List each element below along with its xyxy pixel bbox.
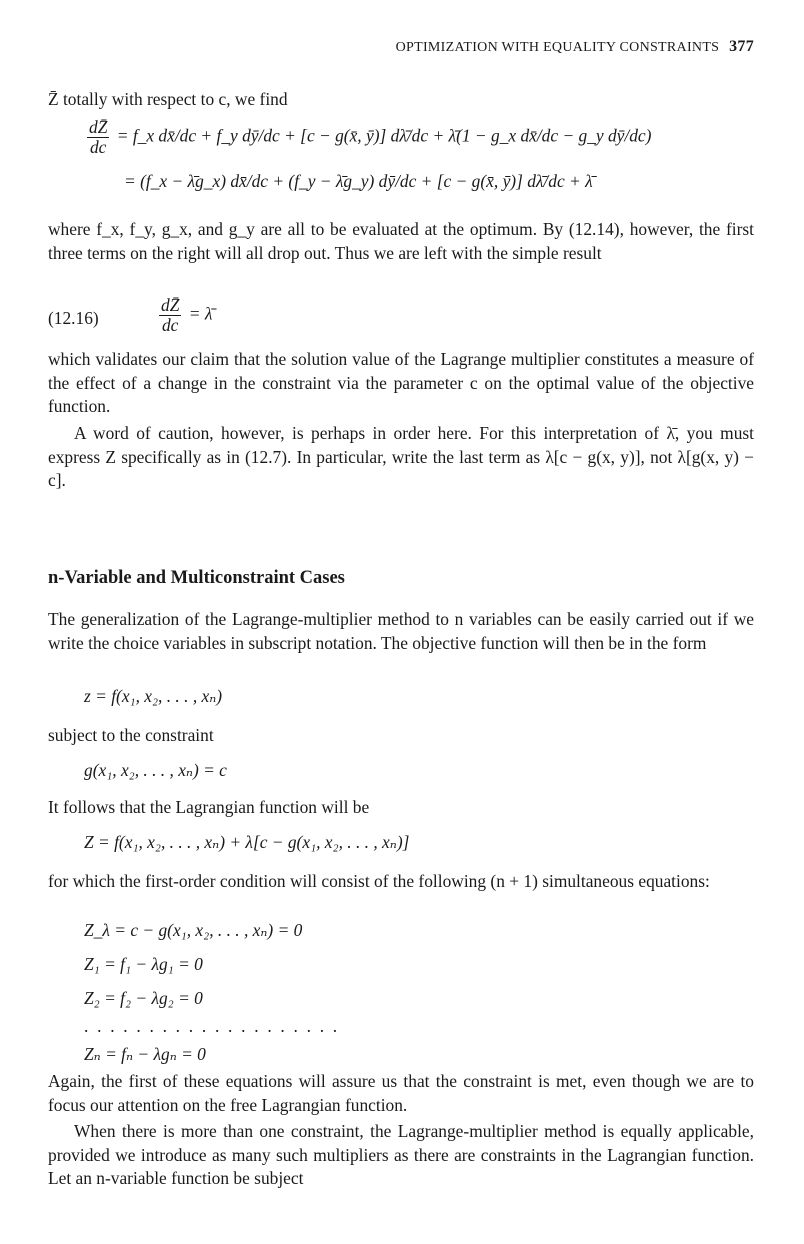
- paragraph-again: Again, the first of these equations will assure us that the constraint is met, even though we are to focus our attention on the free Lagrangian function.: [48, 1071, 754, 1115]
- equation-body: = (f_x − λ̄g_x) dx̄/dc + (f_y − λ̄g_y) dȳ/dc + [c − g(x̄, ȳ)] dλ̄/dc + λ̄: [124, 171, 593, 191]
- paragraph-validation: which validates our claim that the solution value of the Lagrange multiplier constitutes a measure of the effect of a change in the constraint via the parameter c on the optimal value of the objective function.: [48, 349, 754, 416]
- equation-dZdc-line-1: [84, 118, 651, 157]
- foc-equation-n: Zₙ = fₙ − λgₙ = 0: [84, 1044, 206, 1064]
- fraction-dZdc: $\frac{dZ̄}{dc}$: [161, 295, 180, 335]
- equation-number: (12.16): [48, 308, 99, 328]
- running-header: [48, 38, 754, 56]
- paragraph-generalization: The generalization of the Lagrange-multiplier method to n variables can be easily carried out if we write the choice variables in subscript notation. The objective function will then be in the form: [48, 609, 754, 653]
- foc-ellipsis-row: . . . . . . . . . . . . . . . . . . . .: [84, 1016, 340, 1036]
- section-heading: n-Variable and Multiconstraint Cases: [48, 568, 345, 588]
- foc-equation-2: Z₂ = f₂ − λg₂ = 0: [84, 988, 203, 1008]
- equation-rhs: = λ̄: [188, 303, 213, 324]
- paragraph-first-order: for which the first-order condition will consist of the following (n + 1) simultaneous equations:: [48, 871, 710, 891]
- paragraph-subject-to: subject to the constraint: [48, 725, 214, 745]
- equation-lagrangian: Z = f(x₁, x₂, . . . , xₙ) + λ[c − g(x₁, x₂, . . . , xₙ)]: [84, 832, 410, 852]
- paragraph-lagrangian-intro: It follows that the Lagrangian function will be: [48, 797, 370, 817]
- page-number: 377: [729, 38, 754, 55]
- foc-equation-1: Z₁ = f₁ − λg₁ = 0: [84, 954, 203, 974]
- running-title: OPTIMIZATION WITH EQUALITY CONSTRAINTS: [395, 40, 720, 55]
- equation-constraint: g(x₁, x₂, . . . , xₙ) = c: [84, 760, 227, 780]
- equation-body: = f_x dx̄/dc + f_y dȳ/dc + [c − g(x̄, ȳ)] dλ̄/dc + λ̄(1 − g_x dx̄/dc − g_y dȳ/dc): [116, 125, 652, 146]
- equation-objective: z = f(x₁, x₂, . . . , xₙ): [84, 686, 223, 706]
- fraction-lhs: $\frac{dZ̄}{dc}$: [89, 117, 108, 157]
- paragraph-evaluated-at-optimum: where f_x, f_y, g_x, and g_y are all to be evaluated at the optimum. By (12.14), however, the first three terms on the right will all drop out. Thus we are left with the simple result: [48, 219, 754, 263]
- equation-dZdc-line-2: [124, 170, 593, 193]
- paragraph-caution: A word of caution, however, is perhaps in order here. For this interpretation of λ̄, you must express Z specifically as in (12.7). In particular, write the last term as λ[c − g(x, y)], not λ[g(x, y) − c].: [48, 423, 754, 490]
- equation-12-16: [156, 296, 212, 335]
- paragraph-intro: Z̄ totally with respect to c, we find: [48, 89, 288, 109]
- foc-equation-lambda: Z_λ = c − g(x₁, x₂, . . . , xₙ) = 0: [84, 920, 303, 940]
- paragraph-multiconstraint: When there is more than one constraint, the Lagrange-multiplier method is equally applicable, provided we introduce as many such multipliers as there are constraints in the Lagrangian function. Let an n-variable function be subject: [48, 1121, 754, 1188]
